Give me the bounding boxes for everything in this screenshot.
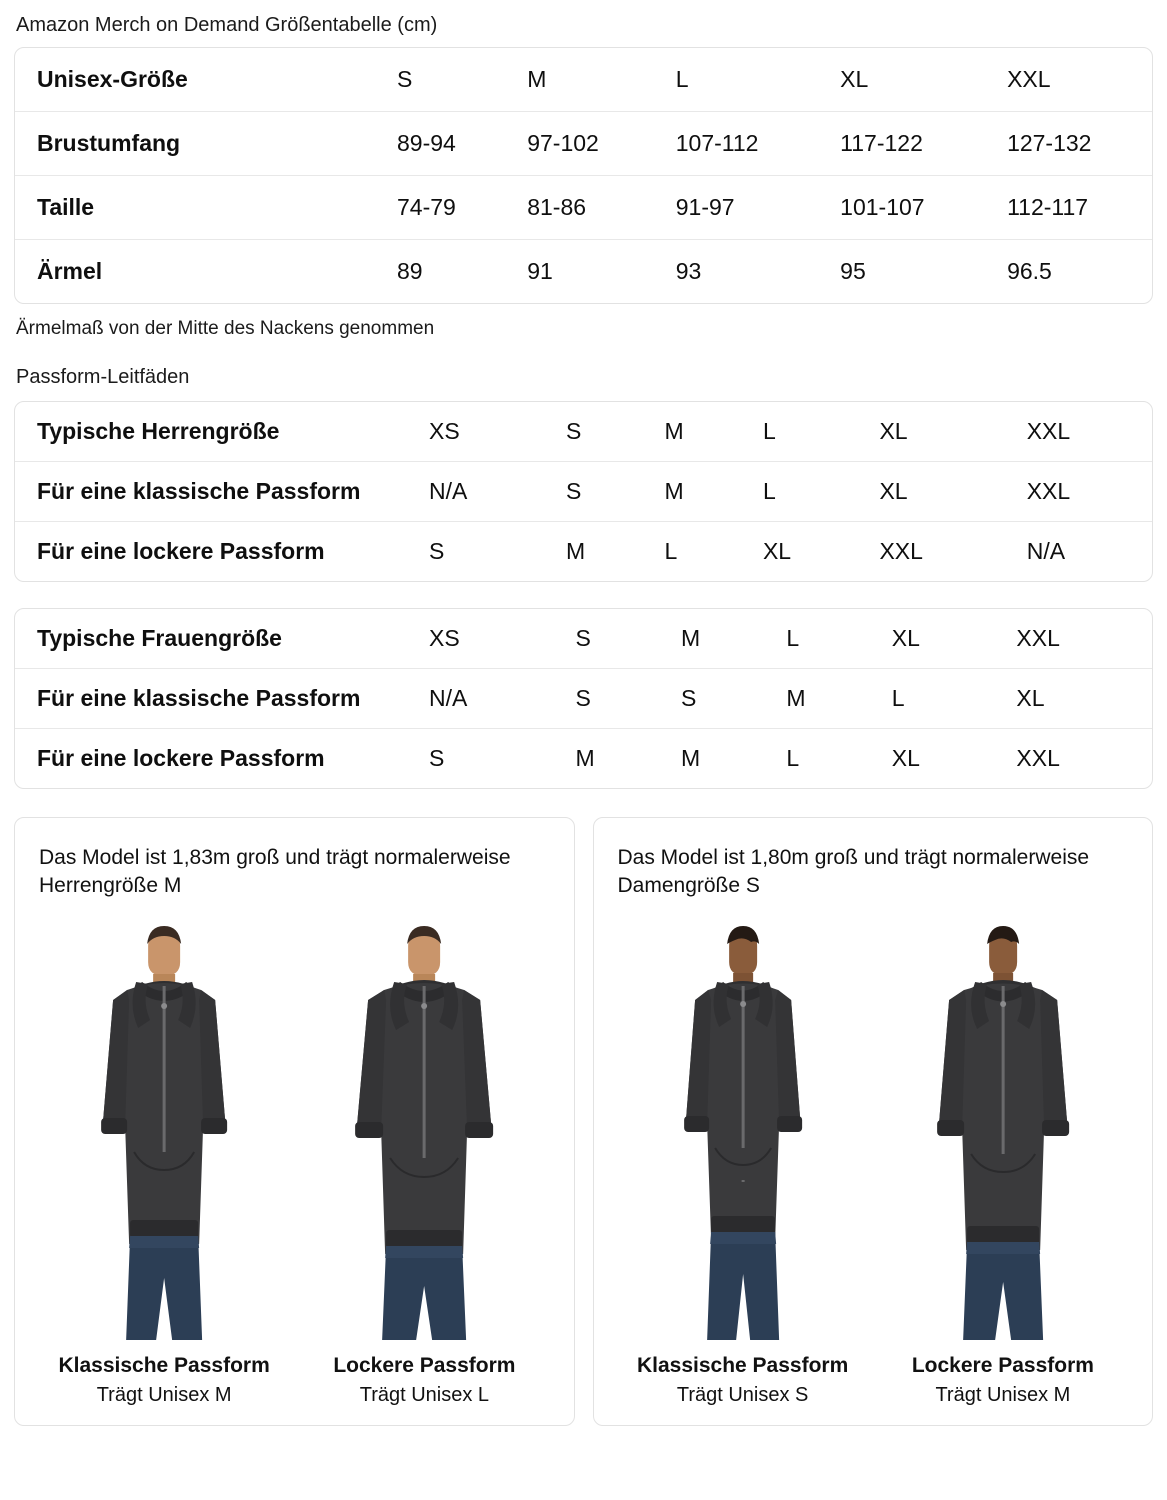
cell: 93 [675,258,702,284]
cell: XS [407,402,544,462]
cell: S [429,538,445,564]
model-caption: Das Model ist 1,80m groß und trägt normalerweise Damengröße S [617,846,1090,898]
cell: 127-132 [985,112,1152,176]
female-hoodie-classic-illustration [618,920,868,1340]
female-hoodie-relaxed-illustration [878,920,1128,1340]
cell: M [505,48,654,112]
row-label: Unisex-Größe [15,48,375,112]
cell: XL [818,48,985,112]
cell: XL [891,745,920,771]
cell: M [575,745,595,771]
figure-subtitle: Trägt Unisex S [676,1384,809,1406]
cell: L [664,538,678,564]
cell: 107-112 [654,112,818,176]
table-row [15,522,1152,581]
mens-fit-table [14,401,1153,582]
row-label: Für eine klassische Passform [15,462,407,522]
figure-title: Klassische Passform [636,1354,849,1377]
cell: M [642,462,741,522]
cell: S [554,669,659,729]
cell: N/A [407,669,554,729]
cell: 112-117 [985,176,1152,240]
row-label: Ärmel [37,258,103,284]
row-label: Brustumfang [15,112,375,176]
table-row [15,240,1152,303]
cell: 81-86 [505,176,654,240]
cell: XXL [1005,462,1152,522]
cell: S [659,669,764,729]
cell: S [544,402,643,462]
row-label: Taille [15,176,375,240]
cell: M [565,538,586,564]
cell: XL [870,609,995,669]
cell: 89 [397,258,423,284]
figure-subtitle: Trägt Unisex M [96,1384,232,1406]
cell: 74-79 [375,176,505,240]
cell: M [764,669,869,729]
row-label: Typische Frauengröße [15,609,407,669]
figure-classic-fit-female [618,920,868,1407]
cell: N/A [407,462,544,522]
cell: XXL [879,538,923,564]
cell: XL [857,402,1004,462]
cell: L [741,402,858,462]
womens-fit-table [14,608,1153,789]
cell: L [764,609,869,669]
table-row [15,112,1152,176]
row-label: Für eine lockere Passform [37,538,325,564]
figure-relaxed-fit-male [299,920,549,1407]
cell: L [870,669,995,729]
cell: XXL [1016,745,1060,771]
table-row [15,176,1152,240]
model-card-womens [593,817,1154,1426]
cell: M [659,609,764,669]
cell: 95 [840,258,866,284]
size-table [14,47,1153,304]
cell: L [741,462,858,522]
figure-subtitle: Trägt Unisex M [935,1384,1071,1406]
cell: 96.5 [1007,258,1052,284]
model-caption: Das Model ist 1,83m groß und trägt normalerweise Herrengröße M [39,846,511,898]
cell: XXL [1005,402,1152,462]
cell: M [680,745,701,771]
male-hoodie-classic-illustration [39,920,289,1340]
cell: 101-107 [818,176,985,240]
cell: XXL [994,609,1152,669]
cell: S [544,462,643,522]
cell: XXL [985,48,1152,112]
row-label: Für eine lockere Passform [37,745,325,771]
male-hoodie-relaxed-illustration [299,920,549,1340]
table-gap [14,582,1153,608]
model-figures [618,920,1129,1407]
cell: N/A [1026,538,1066,564]
figure-title: Lockere Passform [333,1354,516,1377]
cell: L [654,48,818,112]
table-row [15,462,1152,522]
cell: 97-102 [505,112,654,176]
figure-subtitle: Trägt Unisex L [359,1384,490,1406]
cell: S [429,745,445,771]
model-cards [14,817,1153,1426]
cell: XL [762,538,792,564]
table-row [15,729,1152,788]
table-row [15,669,1152,729]
sleeve-measurement-note: Ärmelmaß von der Mitte des Nackens genommen [16,318,435,339]
cell: 91-97 [654,176,818,240]
figure-relaxed-fit-female [878,920,1128,1407]
cell: S [375,48,505,112]
row-label: Typische Herrengröße [15,402,407,462]
table-row [15,402,1152,462]
cell: XL [857,462,1004,522]
page-title: Amazon Merch on Demand Größentabelle (cm) [16,14,438,36]
cell: 91 [527,258,553,284]
cell: XS [407,609,554,669]
figure-title: Lockere Passform [911,1354,1094,1377]
figure-title: Klassische Passform [58,1354,270,1377]
table-row [15,609,1152,669]
model-card-mens [14,817,575,1426]
cell: 89-94 [375,112,505,176]
cell: XL [994,669,1152,729]
table-row [15,48,1152,112]
model-figures [39,920,550,1407]
cell: L [786,745,800,771]
cell: S [554,609,659,669]
cell: M [642,402,741,462]
fit-guides-title: Passform-Leitfäden [16,366,190,388]
cell: 117-122 [818,112,985,176]
figure-classic-fit-male [39,920,289,1407]
row-label: Für eine klassische Passform [15,669,407,729]
